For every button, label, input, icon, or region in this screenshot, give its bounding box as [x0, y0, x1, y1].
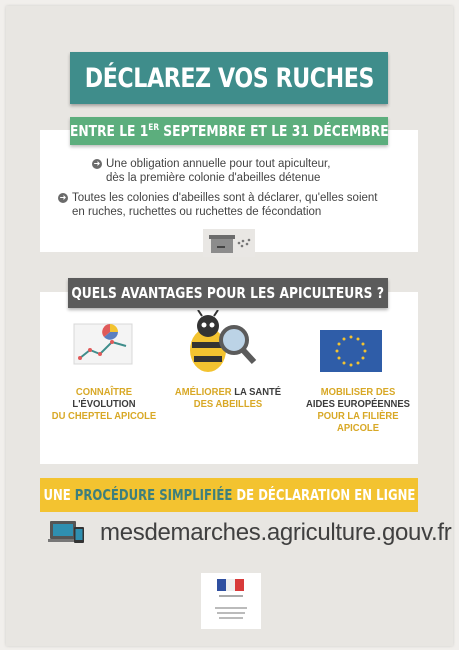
- eu-flag-icon: [320, 330, 382, 372]
- devices-icon: [48, 519, 90, 547]
- benefit-label-cheptel: CONNAÎTRE L'ÉVOLUTION DU CHEPTEL APICOLE: [51, 386, 157, 422]
- page-title: DÉCLAREZ VOS RUCHES: [84, 62, 374, 94]
- arrow-right-icon: ➜: [59, 193, 67, 202]
- bullet-item: ➜ Toutes les colonies d'abeilles sont à déclarer, qu'elles soient en ruches, ruchettes ou ruchettes de fécondation: [59, 192, 378, 218]
- benefits-banner: [68, 278, 388, 308]
- period-banner: [70, 117, 388, 145]
- chart-icon: [72, 322, 134, 368]
- period-superscript: ER: [147, 123, 159, 133]
- bee-magnifier-icon: [186, 310, 258, 378]
- url-row: [48, 517, 452, 549]
- period-prefix: ENTRE LE 1: [69, 122, 148, 140]
- benefit-label-sante: AMÉLIORER LA SANTÉ DES ABEILLES: [174, 386, 282, 410]
- procedure-banner: UNE PROCÉDURE SIMPLIFIÉE DE DÉCLARATION EN LIGNE: [40, 478, 418, 512]
- benefits-title: QUELS AVANTAGES POUR LES APICULTEURS ?: [71, 284, 385, 302]
- benefit-label-aides: MOBILISER DES AIDES EUROPÉENNES POUR LA FILIÈRE APICOLE: [306, 386, 410, 434]
- website-link[interactable]: mesdemarches.agriculture.gouv.fr: [100, 519, 452, 546]
- bullet-list: [59, 157, 402, 225]
- ministry-logo: [201, 573, 261, 629]
- period-suffix: SEPTEMBRE ET LE 31 DÉCEMBRE: [158, 122, 389, 140]
- title-banner: [70, 52, 388, 104]
- beehive-icon: [203, 229, 255, 257]
- bullet-item: ➜ Une obligation annuelle pour tout apiculteur, dès la première colonie d'abeilles détenue: [93, 158, 331, 184]
- arrow-right-icon: ➜: [93, 159, 101, 168]
